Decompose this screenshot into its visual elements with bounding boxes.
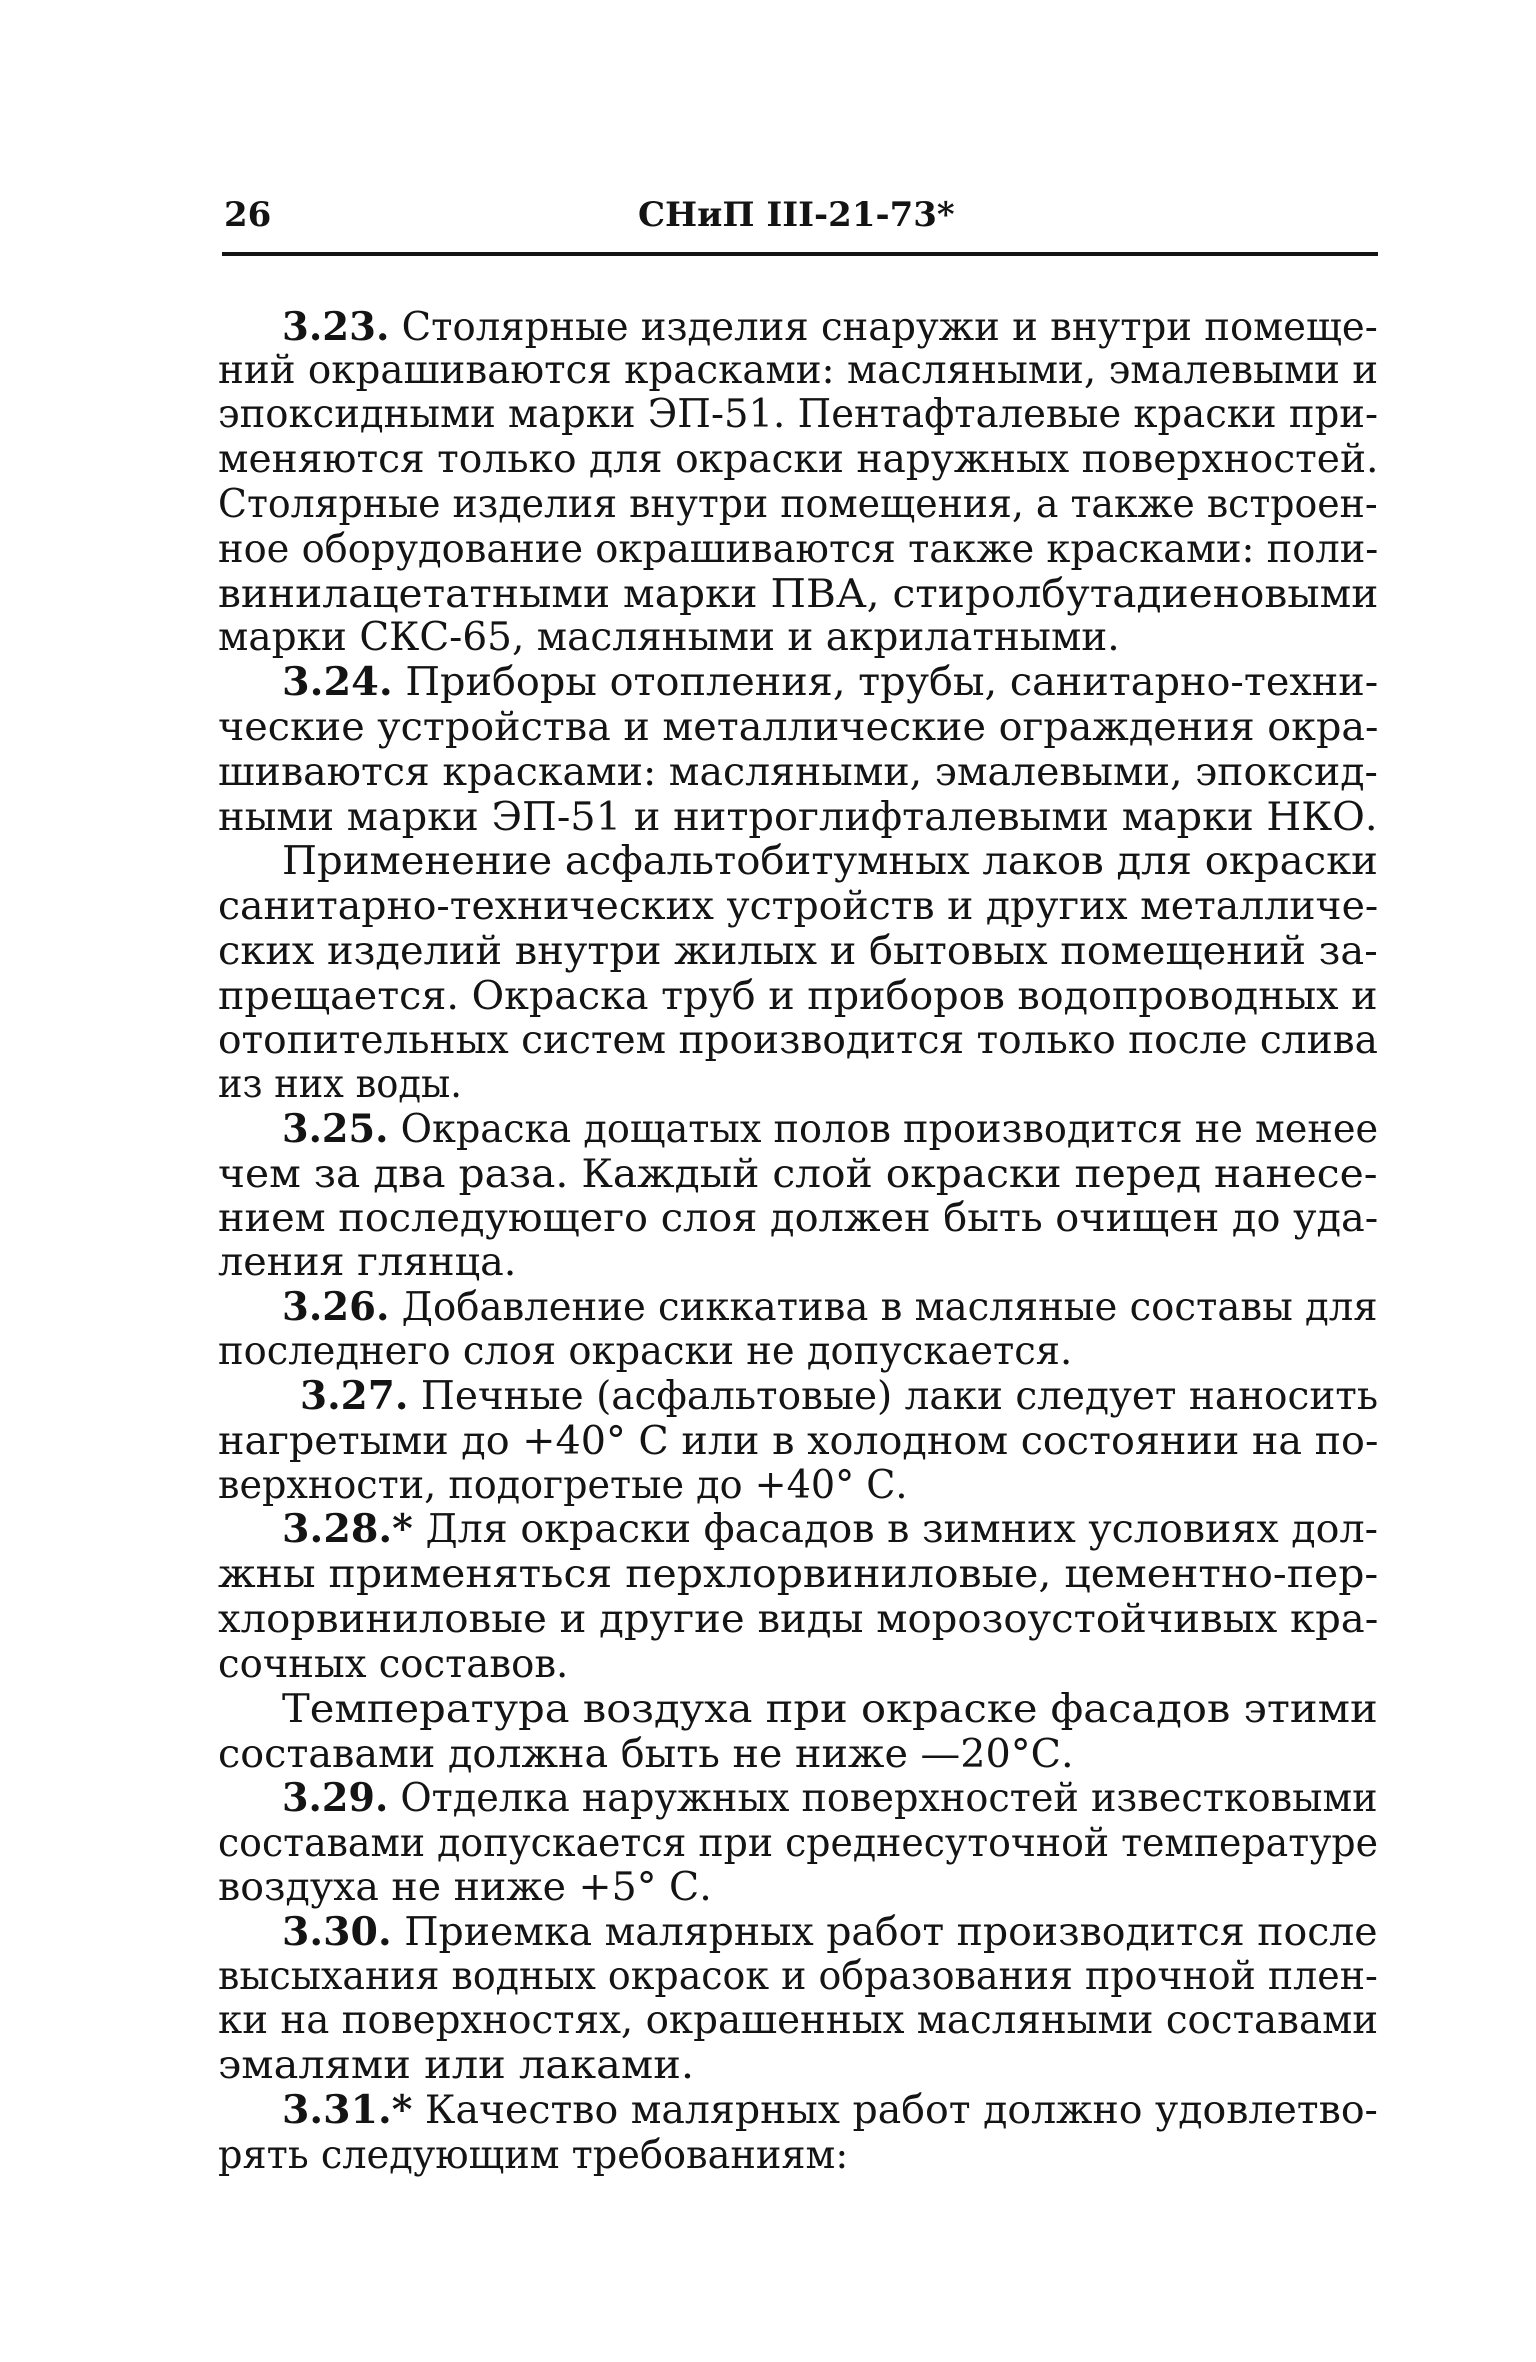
line-text: ки на поверхностях, окрашенных масляными составами bbox=[218, 1998, 1379, 2043]
line-text: жны применяться перхлорвиниловые, цементно-пер- bbox=[218, 1552, 1379, 1597]
running-head: СНиП III-21-73* bbox=[638, 195, 955, 235]
clause-number: 3.31.* bbox=[282, 2087, 413, 2133]
line-text: Температура воздуха при окраске фасадов этими bbox=[282, 1687, 1378, 1732]
line-text: ческие устройства и металлические ограждения окра- bbox=[218, 705, 1379, 750]
text-line bbox=[218, 705, 1379, 750]
page-number: 26 bbox=[224, 195, 272, 235]
line-text: сочных составов. bbox=[218, 1642, 569, 1687]
text-line bbox=[218, 1329, 1073, 1374]
line-text: Качество малярных работ должно удовлетво- bbox=[412, 2088, 1378, 2133]
line-text: Окраска дощатых полов производится не менее bbox=[388, 1107, 1379, 1152]
clause-number: 3.30. bbox=[282, 1909, 392, 1955]
text-line bbox=[218, 1018, 1378, 1063]
clause-number: 3.26. bbox=[282, 1284, 390, 1330]
line-text: Применение асфальтобитумных лаков для окраски bbox=[282, 839, 1378, 884]
text-line bbox=[218, 437, 1379, 482]
line-text: нием последующего слоя должен быть очищен до уда- bbox=[218, 1196, 1379, 1241]
line-text: Добавление сиккатива в масляные составы для bbox=[389, 1285, 1378, 1330]
text-line bbox=[218, 1642, 569, 1687]
text-line bbox=[282, 839, 1378, 884]
clause-number: 3.29. bbox=[282, 1775, 389, 1821]
text-line bbox=[218, 348, 1379, 393]
text-line bbox=[218, 1597, 1379, 1642]
text-line bbox=[218, 482, 1378, 527]
line-text: составами допускается при среднесуточной температуре bbox=[218, 1821, 1378, 1866]
paragraph-start-line bbox=[282, 1284, 1378, 1330]
text-line bbox=[218, 795, 1378, 840]
line-text: Печные (асфальтовые) лаки следует наносить bbox=[408, 1374, 1379, 1419]
text-line bbox=[218, 1419, 1379, 1464]
line-text: чем за два раза. Каждый слой окраски перед нанесе- bbox=[218, 1152, 1378, 1197]
text-line bbox=[218, 392, 1378, 437]
text-line bbox=[218, 1865, 712, 1910]
text-line bbox=[218, 1821, 1378, 1866]
text-line bbox=[218, 1552, 1379, 1597]
text-line bbox=[218, 527, 1379, 572]
text-line bbox=[218, 974, 1378, 1019]
text-line bbox=[218, 884, 1379, 929]
line-text: воздуха не ниже +5° С. bbox=[218, 1865, 712, 1910]
line-text: санитарно-технических устройств и других металличе- bbox=[218, 884, 1379, 929]
text-line bbox=[218, 572, 1379, 617]
text-line bbox=[218, 1732, 1074, 1777]
line-text: ными марки ЭП-51 и нитроглифталевыми марки НКО. bbox=[218, 795, 1378, 840]
line-text: рять следующим требованиям: bbox=[218, 2133, 849, 2178]
line-text: эмалями или лаками. bbox=[218, 2043, 695, 2088]
line-text: винилацетатными марки ПВА, стиролбутадиеновыми bbox=[218, 572, 1379, 617]
line-text: верхности, подогретые до +40° С. bbox=[218, 1463, 908, 1508]
clause-number: 3.24. bbox=[282, 659, 393, 705]
text-line bbox=[218, 615, 1120, 660]
line-text: составами должна быть не ниже —20°С. bbox=[218, 1732, 1074, 1777]
clause-number: 3.28.* bbox=[282, 1506, 413, 1552]
line-text: ний окрашиваются красками: масляными, эмалевыми и bbox=[218, 348, 1379, 393]
text-line bbox=[218, 750, 1378, 795]
text-line bbox=[218, 1463, 908, 1508]
paragraph-start-line bbox=[282, 1106, 1379, 1152]
line-text: Для окраски фасадов в зимних условиях дол- bbox=[412, 1507, 1379, 1552]
line-text: шиваются красками: масляными, эмалевыми, эпоксид- bbox=[218, 750, 1378, 795]
paragraph-start-line bbox=[282, 1506, 1379, 1552]
clause-number: 3.23. bbox=[282, 304, 390, 350]
line-text: меняются только для окраски наружных поверхностей. bbox=[218, 437, 1379, 482]
line-text: последнего слоя окраски не допускается. bbox=[218, 1329, 1073, 1374]
line-text: ления глянца. bbox=[218, 1240, 517, 1285]
paragraph-start-line bbox=[282, 304, 1378, 350]
line-text: Приборы отопления, трубы, санитарно-техни- bbox=[392, 660, 1379, 705]
text-line bbox=[218, 1998, 1379, 2043]
line-text: Столярные изделия внутри помещения, а также встроен- bbox=[218, 482, 1378, 527]
paragraph-start-line bbox=[282, 2087, 1378, 2133]
line-text: нагретыми до +40° С или в холодном состоянии на по- bbox=[218, 1419, 1379, 1464]
text-line bbox=[218, 1196, 1379, 1241]
line-text: из них воды. bbox=[218, 1062, 462, 1107]
line-text: ное оборудование окрашиваются также красками: поли- bbox=[218, 527, 1379, 572]
clause-number: 3.27. bbox=[300, 1373, 409, 1419]
line-text: прещается. Окраска труб и приборов водопроводных и bbox=[218, 974, 1378, 1019]
text-line bbox=[218, 1152, 1378, 1197]
line-text: отопительных систем производится только после слива bbox=[218, 1018, 1378, 1063]
paragraph-start-line bbox=[282, 1909, 1378, 1955]
clause-number: 3.25. bbox=[282, 1106, 389, 1152]
line-text: ских изделий внутри жилых и бытовых помещений за- bbox=[218, 929, 1378, 974]
line-text: Приемка малярных работ производится после bbox=[391, 1910, 1378, 1955]
text-line bbox=[282, 1687, 1378, 1732]
line-text: высыхания водных окрасок и образования прочной плен- bbox=[218, 1954, 1378, 1999]
text-line bbox=[218, 929, 1378, 974]
line-text: Отделка наружных поверхностей известковыми bbox=[388, 1776, 1378, 1821]
paragraph-start-line bbox=[282, 1775, 1378, 1821]
text-line bbox=[218, 2043, 695, 2088]
line-text: эпоксидными марки ЭП-51. Пентафталевые краски при- bbox=[218, 392, 1378, 437]
text-line bbox=[218, 1954, 1378, 1999]
text-line bbox=[218, 1240, 517, 1285]
text-line bbox=[218, 1062, 462, 1107]
line-text: Столярные изделия снаружи и внутри помеще- bbox=[389, 305, 1378, 350]
line-text: марки СКС-65, масляными и акрилатными. bbox=[218, 615, 1120, 660]
text-line bbox=[218, 2133, 849, 2178]
paragraph-start-line bbox=[282, 659, 1379, 705]
paragraph-start-line bbox=[300, 1373, 1379, 1419]
line-text: хлорвиниловые и другие виды морозоустойчивых кра- bbox=[218, 1597, 1379, 1642]
